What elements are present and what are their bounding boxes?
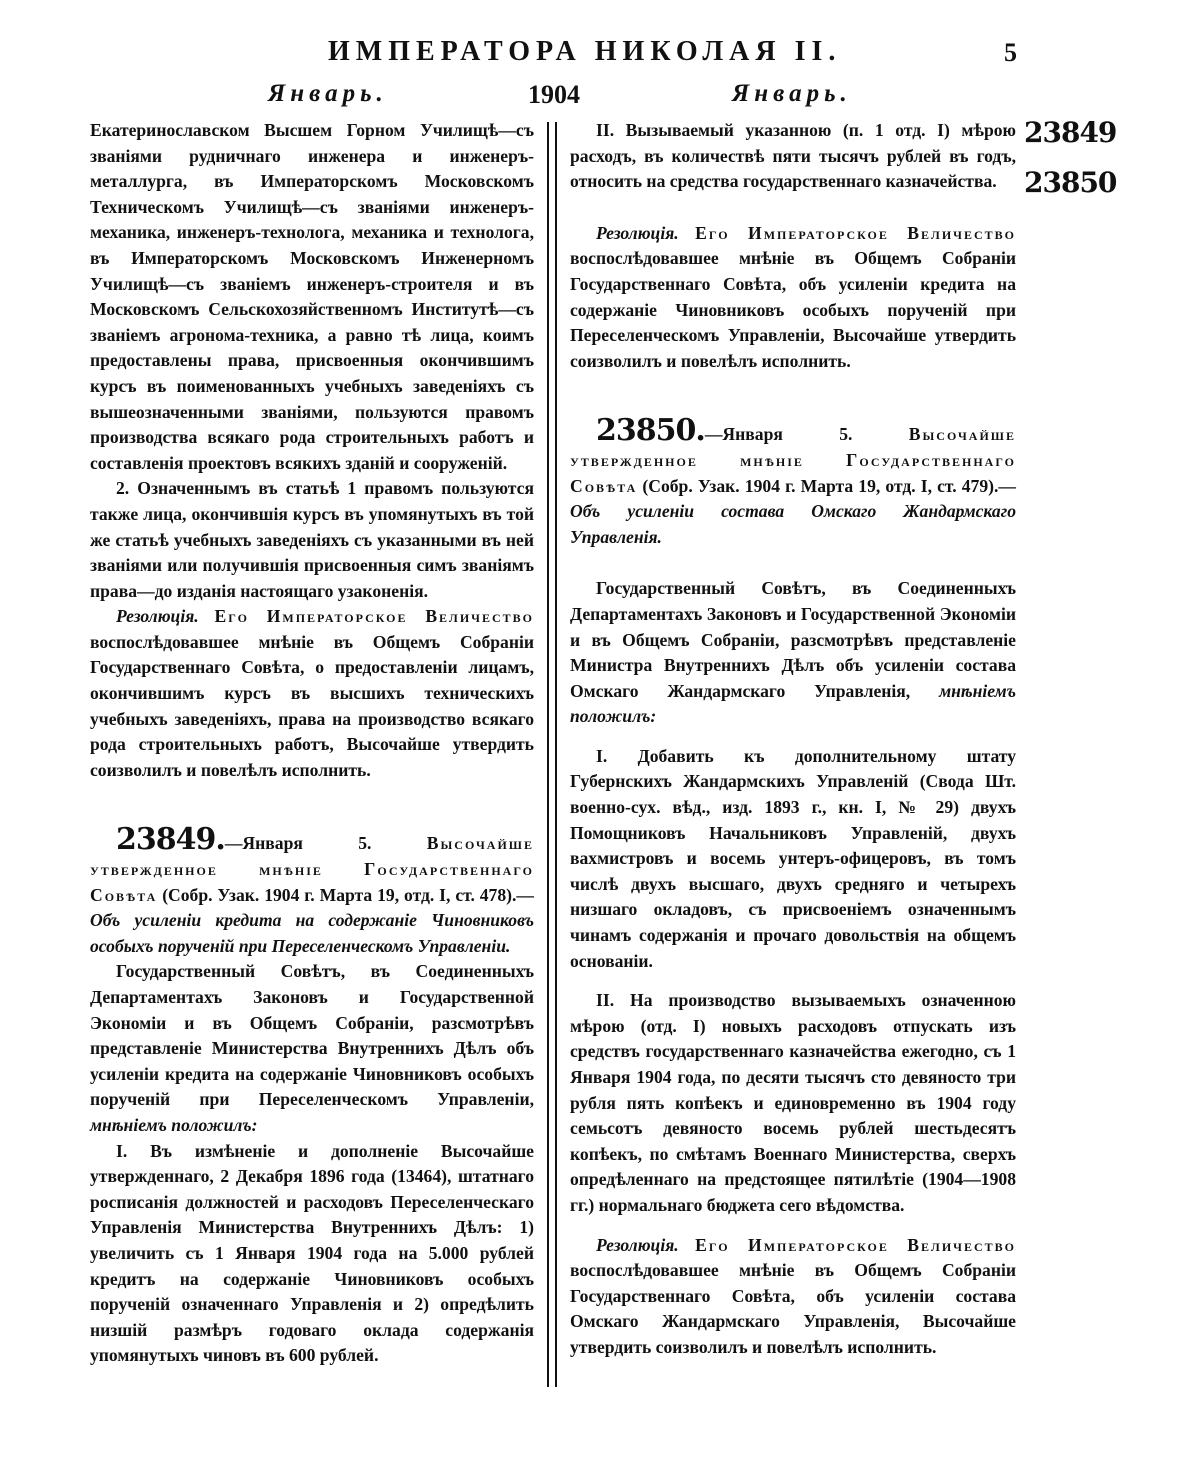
law-item-1: I. Въ измѣненіе и дополненіе Высочайше утвержденнаго, 2 Декабря 1896 года (13464), штатнаго росписанія должностей и расходовъ Переселенческаго Управленія Министерства Внутреннихъ Дѣлъ: 1) увеличить съ 1 Января 1904 года на 5.000 рублей кредитъ на содержаніе Чиновниковъ особыхъ порученій означеннаго Управленія и 2) опредѣлить низшій размѣръ годоваго оклада содержанія упомянутыхъ чиновъ въ 600 рублей. — [90, 1140, 534, 1366]
law-citation: (Собр. Узак. 1904 г. Марта 19, отд. I, ст. 478).— — [162, 884, 534, 905]
running-title: ИМПЕРАТОРА НИКОЛАЯ II. — [328, 36, 842, 67]
law-body-italic: мнѣніемъ положилъ: — [90, 1114, 258, 1135]
resolution-label: Резолюція. — [116, 606, 199, 627]
law-date: —Января 5. — [224, 833, 372, 854]
paragraph-item-2: II. Вызываемый указанною (п. 1 отд. I) мѣрою расходъ, въ количествѣ пяти тысячъ рублей въ годъ, относить на средства государственнаго казначейства. — [570, 120, 1016, 192]
law-body-intro — [90, 959, 534, 1138]
resolution-caps: Его Императорское Величество — [214, 606, 534, 627]
law-citation: (Собр. Узак. 1904 г. Марта 19, отд. I, ст. 479).— — [642, 475, 1016, 496]
resolution-text: воспослѣдовавшее мнѣніе въ Общемъ Собраніи Государственнаго Совѣта, объ усиленіи кредита на содержаніе Чиновниковъ особыхъ порученій при Переселенческомъ Управленіи, Высочайше утвердить соизволилъ и повелѣлъ исполнить. — [570, 248, 1016, 371]
law-heading — [90, 822, 534, 959]
law-body-italic: мнѣніемъ положилъ: — [570, 680, 1016, 727]
spacer — [570, 730, 1016, 744]
spacer — [570, 1219, 1016, 1233]
law-item-1: I. Добавить къ дополнительному штату Губернскихъ Жандармскихъ Управленій (Свода Шт. военно-сух. вѣд., изд. 1893 г., кн. I, № 29) двухъ Помощниковъ Начальниковъ Управленій, двухъ вахмистровъ и восемь унтеръ-офицеровъ, въ томъ числѣ двухъ высшаго, двухъ средняго и четырехъ низшаго окладовъ, съ присвоеніемъ означеннымъ чинамъ содержанія и прочаго довольствія на общемъ основаніи. — [570, 745, 1016, 971]
resolution-paragraph — [570, 1233, 1016, 1361]
spacer — [570, 374, 1016, 418]
law-heading-caps: Высочайше утвержденное мнѣніе Государственнаго Совѣта — [570, 424, 1016, 496]
law-body-intro — [570, 576, 1016, 730]
spacer — [90, 783, 534, 827]
right-column — [570, 118, 1016, 1361]
law-body-text: Государственный Совѣтъ, въ Соединенныхъ Департаментахъ Законовъ и Государственной Экономіи и въ Общемъ Собраніи, разсмотрѣвъ представленіе Министерства Внутреннихъ Дѣлъ объ усиленіи кредита на содержаніе Чиновниковъ особыхъ порученій при Переселенческомъ Управленіи, — [90, 961, 534, 1110]
month-right: Январь. — [732, 80, 852, 107]
year: 1904 — [528, 80, 580, 109]
law-heading-caps: Высочайше утвержденное мнѣніе Государственнаго Совѣта — [90, 833, 534, 905]
law-date: —Января 5. — [704, 424, 853, 445]
spacer — [570, 974, 1016, 988]
spacer — [570, 195, 1016, 221]
left-column — [90, 118, 534, 1369]
law-title: Объ усиленіи кредита на содержаніе Чиновниковъ особыхъ порученій при Переселенческомъ Управленіи. — [90, 910, 534, 956]
law-heading — [570, 413, 1016, 550]
paragraph-continuation: Екатеринославском Высшем Горном Училищѣ—съ званіями рудничнаго инженера и инженеръ-металлурга, въ Императорскомъ Московскомъ Техническомъ Училищѣ—съ званіями инженеръ-механика, инженеръ-технолога, механика и технолога, въ Императорскомъ Московскомъ Инженерномъ Училищѣ—съ званіемъ инженеръ-строителя и въ Московскомъ Сельскохозяйственномъ Институтѣ—съ званіемъ агронома-техника, а равно тѣ лица, коимъ предоставлены права, присвоенныя окончившимъ курсъ въ поименованныхъ учебныхъ заведеніяхъ съ вышеозначенными званіями, пользуются правомъ производства всякаго рода строительныхъ работъ и составленія проектовъ всякихъ зданій и сооруженій. — [90, 120, 534, 473]
resolution-paragraph — [570, 221, 1016, 375]
resolution-label: Резолюція. — [596, 1234, 679, 1255]
law-item-2: II. На производство вызываемыхъ означенною мѣрою (отд. I) новыхъ расходовъ отпускать изъ средствъ государственнаго казначейства ежегодно, съ 1 Января 1904 года, по десяти тысячъ сто девяносто три рубля пять копѣекъ и единовременно въ 1904 году семьсотъ девяносто восемь рублей шестьдесятъ копѣекъ, по смѣтамъ Военнаго Министерства, сверхъ опредѣленнаго на предстоящее пятилѣтіе (1904—1908 гг.) нормальнаго бюджета сего вѣдомства. — [570, 990, 1016, 1215]
column-divider — [547, 122, 557, 1387]
law-number: 23849. — [116, 822, 225, 858]
month-left: Январь. — [268, 80, 388, 107]
margin-law-number: 23850 — [1024, 166, 1117, 199]
resolution-text: воспослѣдовавшее мнѣніе въ Общемъ Собраніи Государственнаго Совѣта, объ усиленіи состава Омскаго Жандармскаго Управленія, Высочайше утвердить соизволилъ и повелѣлъ исполнить. — [570, 1260, 1016, 1357]
resolution-paragraph — [90, 604, 534, 783]
resolution-label: Резолюція. — [596, 222, 679, 243]
resolution-caps: Его Императорское Величество — [695, 222, 1016, 243]
law-body-text: Государственный Совѣтъ, въ Соединенныхъ Департаментахъ Законовъ и Государственной Экономіи и въ Общемъ Собраніи, разсмотрѣвъ представленіе Министра Внутреннихъ Дѣлъ объ усиленіи состава Омскаго Жандармскаго Управленія, — [570, 578, 1016, 701]
resolution-text: воспослѣдовавшее мнѣніе въ Общемъ Собраніи Государственнаго Совѣта, о предоставленіи лицамъ, окончившимъ курсъ въ высшихъ техническихъ учебныхъ заведеніяхъ, права на производство всякаго рода строительныхъ работъ, Высочайше утвердить соизволилъ и повелѣлъ исполнить. — [90, 631, 534, 780]
page-number: 5 — [1004, 38, 1017, 67]
law-title: Объ усиленіи состава Омскаго Жандармскаго Управленія. — [570, 501, 1016, 547]
spacer — [570, 550, 1016, 576]
paragraph-item-2: 2. Означеннымъ въ статьѣ 1 правомъ пользуются также лица, окончившія курсъ въ упомянутыхъ въ той же статьѣ учебныхъ заведеніяхъ съ указанными въ ней званіями или получившія присвоенныя симъ званіямъ права—до изданія настоящаго узаконенія. — [90, 478, 534, 601]
law-number: 23850. — [596, 413, 705, 449]
resolution-caps: Его Императорское Величество — [695, 1234, 1016, 1255]
margin-law-number: 23849 — [1024, 116, 1117, 149]
